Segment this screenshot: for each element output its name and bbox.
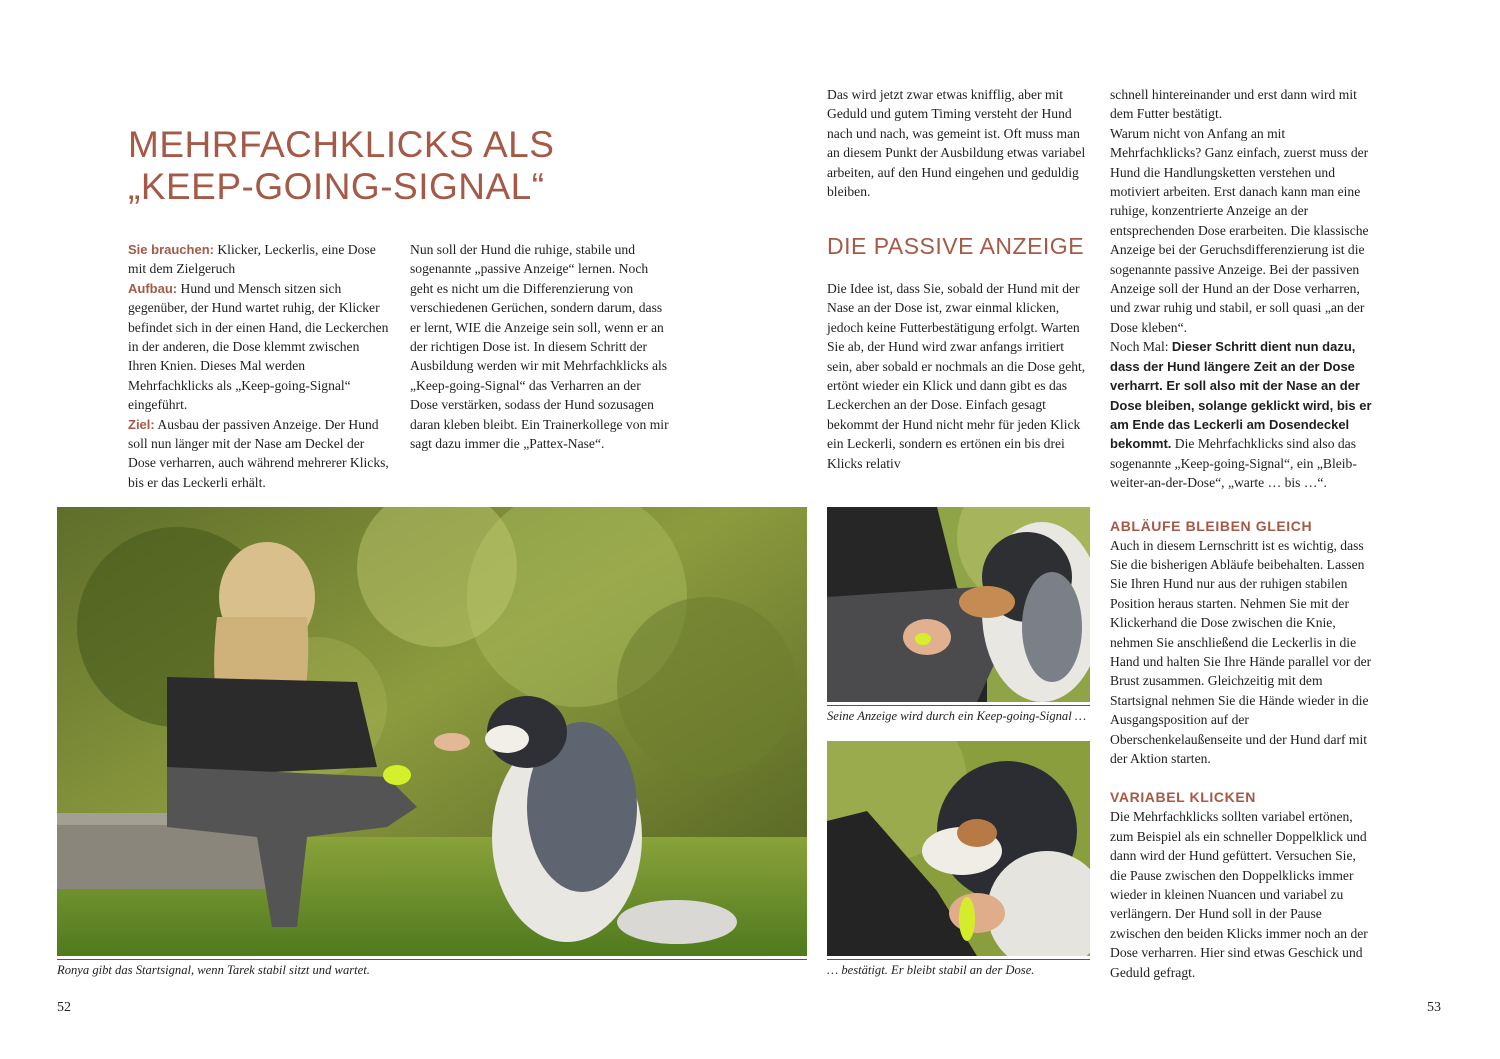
photo-2-caption-rule — [827, 959, 1090, 960]
intro-paragraph: Nun soll der Hund die ruhige, stabile und sogenannte „passive Anzeige“ lernen. Noch geht es nicht um die Differenzierung von verschiedenen Gerüchen, sondern darum, dass er lernt, WIE die Anzeige sein soll, wenn er an der richtigen Dose ist. In diesem Schritt der Ausbildung werden wir mit Mehrfachklicks als „Keep-going-Signal“ das Verharren an der Dose verstärken, sodass der Hund sozusagen daran kleben bleibt. Ein Trainerkollege von mir sagt dazu immer die „Pattex-Nase“. — [410, 242, 669, 452]
subheading-ablaeufe: ABLÄUFE BLEIBEN GLEICH — [1110, 517, 1313, 534]
photo-1-caption: Seine Anzeige wird durch ein Keep-going-Signal … — [827, 709, 1087, 723]
column4-paragraph-1: schnell hintereinander und erst dann wird mit dem Futter bestätigt. — [1110, 87, 1357, 122]
column4-emphasis: Dieser Schritt dient nun dazu, dass der Hund längere Zeit an der Dose verharrt. Er soll also mit der Nase an der Dose bleiben, solange geklickt wird, bis er am Ende das Leckerli am Dosendeckel bekommt. — [1110, 339, 1372, 452]
column3-body: Die Idee ist, dass Sie, sobald der Hund mit der Nase an der Dose ist, zwar einmal klicken, jedoch keine Futterbestätigung erfolgt. Warten Sie ab, der Hund wird zwar anfangs irritiert sein, aber sobald er nochmals an die Dose geht, ertönt wieder ein Klick und dann gibt es das Leckerchen an der Dose. Einfach gesagt bekommt der Hund nicht mehr für jeden Klick ein Leckerli, sondern es ertönen ein bis drei Klicks relativ — [827, 281, 1086, 471]
intro-column — [410, 240, 672, 453]
setup-paragraph — [128, 279, 390, 415]
chapter-title-line2: „KEEP-GOING-SIGNAL“ — [128, 166, 545, 207]
subheading-variabel: VARIABEL KLICKEN — [1110, 789, 1256, 806]
main-photo-illustration — [57, 507, 807, 956]
photo-2-caption: … bestätigt. Er bleibt stabil an der Dose. — [827, 963, 1035, 977]
photo-1-illustration — [827, 507, 1090, 702]
main-caption-rule — [57, 959, 807, 960]
info-box-column — [128, 240, 390, 492]
photo-2 — [827, 741, 1090, 956]
photo-1-caption-rule — [827, 705, 1090, 706]
setup-text: Hund und Mensch sitzen sich gegenüber, der Hund wartet ruhig, der Klicker befindet sich in der einen Hand, die Leckerchen in der anderen, die Dose klemmt zwischen Ihren Knien. Dieses Mal werden Mehrfachklicks als „Keep-going-Signal“ eingeführt. — [128, 280, 389, 413]
variabel-paragraph: Die Mehrfachklicks sollten variabel ertönen, zum Beispiel als ein schneller Doppelklick und dann wird der Hund gefüttert. Versuchen Sie, die Pause zwischen den Doppelklicks immer wieder in kleinen Nuancen und variabel zu verlängern. Der Hund soll in der Pause zwischen den beiden Klicks immer noch an der Dose verharren. Hier sind etwas Geschick und Geduld gefragt. — [1110, 809, 1368, 980]
column4-lead: Noch Mal: — [1110, 339, 1172, 355]
right-column-1 — [827, 85, 1090, 201]
setup-label: Aufbau: — [128, 280, 178, 296]
page-number-right: 53 — [1427, 1000, 1441, 1015]
ablaeufe-paragraph: Auch in diesem Lernschritt ist es wichtig, dass Sie die bisherigen Abläufe beibehalten. Lassen Sie Ihren Hund nur aus der ruhigen stabilen Position heraus starten. Nehmen Sie mit der Klickerhand die Dose zwischen die Knie, nehmen Sie anschließend die Leckerlis in die Hand und halten Sie Ihre Hände parallel vor der Brust zusammen. Gleichzeitig mit dem Startsignal nehmen Sie die Hände wieder in die Ausgangsposition auf der Oberschenkelaußenseite und der Hund darf mit der Aktion starten. — [1110, 537, 1372, 766]
column4-paragraph-3 — [1110, 337, 1374, 492]
goal-label: Ziel: — [128, 416, 155, 432]
right-column-2 — [1110, 85, 1374, 982]
photo-2-illustration — [827, 741, 1090, 956]
column3-intro: Das wird jetzt zwar etwas knifflig, aber mit Geduld und gutem Timing versteht der Hund nach und nach, was gemeint ist. Oft muss man an diesem Punkt der Ausbildung etwas variabel arbeiten, auf den Hund eingehen und geduldig bleiben. — [827, 87, 1086, 200]
section-heading — [827, 232, 1097, 260]
page-number-left: 52 — [57, 1000, 71, 1015]
needs-paragraph — [128, 240, 390, 279]
needs-text: Klicker, Leckerlis, eine Dose mit dem Zielgeruch — [128, 242, 376, 277]
photo-1 — [827, 507, 1090, 702]
needs-label: Sie brauchen: — [128, 242, 214, 257]
main-photo-caption: Ronya gibt das Startsignal, wenn Tarek stabil sitzt und wartet. — [57, 963, 370, 977]
section-title: DIE PASSIVE ANZEIGE — [827, 233, 1085, 259]
goal-paragraph — [128, 415, 390, 493]
column4-tail: Die Mehrfachklicks sind also das sogenannte „Keep-going-Signal“, ein „Bleib-weiter-an-der-Dose“, „warte … bis …“. — [1110, 436, 1357, 491]
column4-paragraph-2: Warum nicht von Anfang an mit Mehrfachklicks? Ganz einfach, zuerst muss der Hund die Handlungsketten verstehen und motiviert arbeiten. Erst danach kann man eine ruhige, konzentrierte Anzeige an der entsprechenden Dose erarbeiten. Die klassische Anzeige bei der Geruchsdifferenzierung ist die sogenannte passive Anzeige. Bei der passiven Anzeige soll der Hund an der Dose verharren, und zwar ruhig und stabil, er soll quasi „an der Dose kleben“. — [1110, 125, 1369, 335]
section-body — [827, 279, 1090, 473]
goal-text: Ausbau der passiven Anzeige. Der Hund soll nun länger mit der Nase am Deckel der Dose verharren, auch während mehrerer Klicks, bis er das Leckerli erhält. — [128, 416, 389, 490]
chapter-title — [128, 124, 668, 208]
main-photo — [57, 507, 807, 956]
chapter-title-line1: MEHRFACHKLICKS ALS — [128, 124, 555, 165]
